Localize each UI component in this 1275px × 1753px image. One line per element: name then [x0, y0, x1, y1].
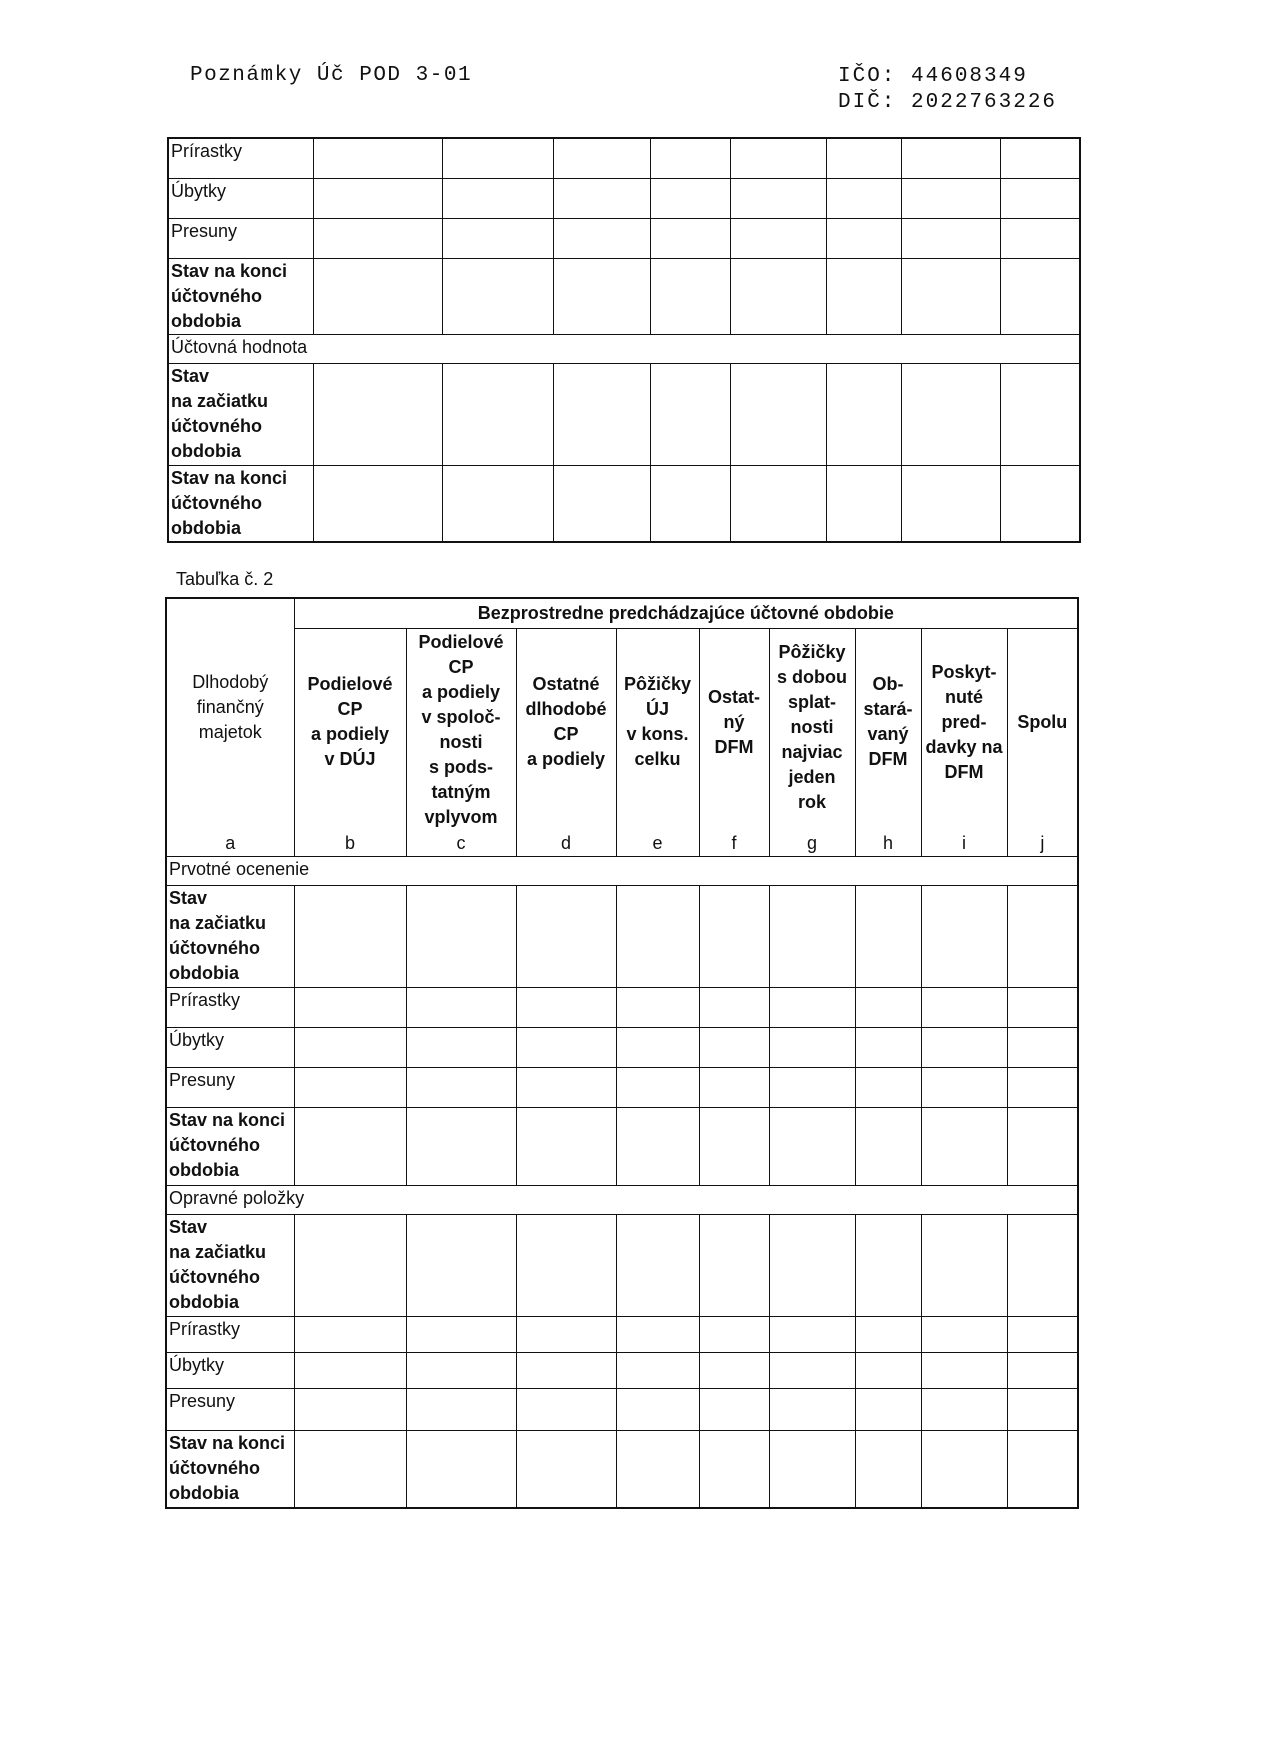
row-label: Stav na konci účtovného obdobia: [168, 258, 314, 334]
row-label: Presuny: [168, 218, 314, 258]
column-header-j: Spolu j: [1007, 628, 1078, 856]
header-row: [166, 598, 1078, 628]
column-header-f: Ostat- ný DFM f: [699, 628, 769, 856]
section-row: [166, 1185, 1078, 1214]
document-header-ids: [838, 64, 1057, 116]
table-row: [166, 1214, 1078, 1316]
section-row: [168, 334, 1080, 363]
table-row: [168, 178, 1080, 218]
row-label: Stav na začiatku účtovného obdobia: [166, 1214, 294, 1316]
section-title: Opravné položky: [166, 1185, 1078, 1214]
table-row: [166, 1027, 1078, 1067]
table-row: [166, 1430, 1078, 1508]
table-row: [168, 363, 1080, 465]
table-2-caption: Tabuľka č. 2: [176, 569, 274, 589]
table-row: [166, 1067, 1078, 1107]
table-row: [168, 465, 1080, 542]
row-label: Úbytky: [166, 1027, 294, 1067]
row-label: Stav na začiatku účtovného obdobia: [166, 885, 294, 987]
row-label: Úbytky: [166, 1352, 294, 1388]
column-header-i: Poskyt- nuté pred- davky na DFM i: [921, 628, 1007, 856]
table-row: [166, 1388, 1078, 1430]
table-1: [167, 137, 1081, 543]
document-header-title: Poznámky Úč POD 3-01: [190, 64, 473, 87]
table-row: [166, 987, 1078, 1027]
column-header-e: Pôžičky ÚJ v kons. celku e: [616, 628, 699, 856]
table-row: [166, 1107, 1078, 1185]
section-row: [166, 856, 1078, 885]
table-row: [166, 885, 1078, 987]
column-header-b: Podielové CP a podiely v DÚJ b: [294, 628, 406, 856]
dic-number: DIČ: 2022763226: [838, 91, 1058, 114]
row-label: Stav na konci účtovného obdobia: [168, 465, 314, 542]
table-row: [168, 258, 1080, 334]
column-header-d: Ostatné dlhodobé CP a podiely d: [516, 628, 616, 856]
table-row: [168, 138, 1080, 178]
row-label: Prírastky: [166, 1316, 294, 1352]
header-row: [166, 628, 1078, 856]
row-label: Stav na začiatku účtovného obdobia: [168, 363, 314, 465]
section-title: Účtovná hodnota: [168, 334, 1080, 363]
column-header-h: Ob- stará- vaný DFM h: [855, 628, 921, 856]
row-label: Stav na konci účtovného obdobia: [166, 1107, 294, 1185]
row-label: Presuny: [166, 1388, 294, 1430]
row-label: Prírastky: [168, 138, 314, 178]
table-2: [165, 597, 1079, 1509]
row-label: Úbytky: [168, 178, 314, 218]
table-row: [168, 218, 1080, 258]
section-title: Prvotné ocenenie: [166, 856, 1078, 885]
row-label: Presuny: [166, 1067, 294, 1107]
column-header-a: Dlhodobý finančný majetok a: [166, 598, 294, 856]
period-title: Bezprostredne predchádzajúce účtovné obdobie: [294, 598, 1078, 628]
table-row: [166, 1316, 1078, 1352]
column-header-c: Podielové CP a podiely v spoloč- nosti s pods- tatným vplyvom c: [406, 628, 516, 856]
row-label: Stav na konci účtovného obdobia: [166, 1430, 294, 1508]
column-header-g: Pôžičky s dobou splat- nosti najviac jeden rok g: [769, 628, 855, 856]
ico-number: IČO: 44608349: [838, 65, 1028, 88]
row-label: Prírastky: [166, 987, 294, 1027]
table-row: [166, 1352, 1078, 1388]
